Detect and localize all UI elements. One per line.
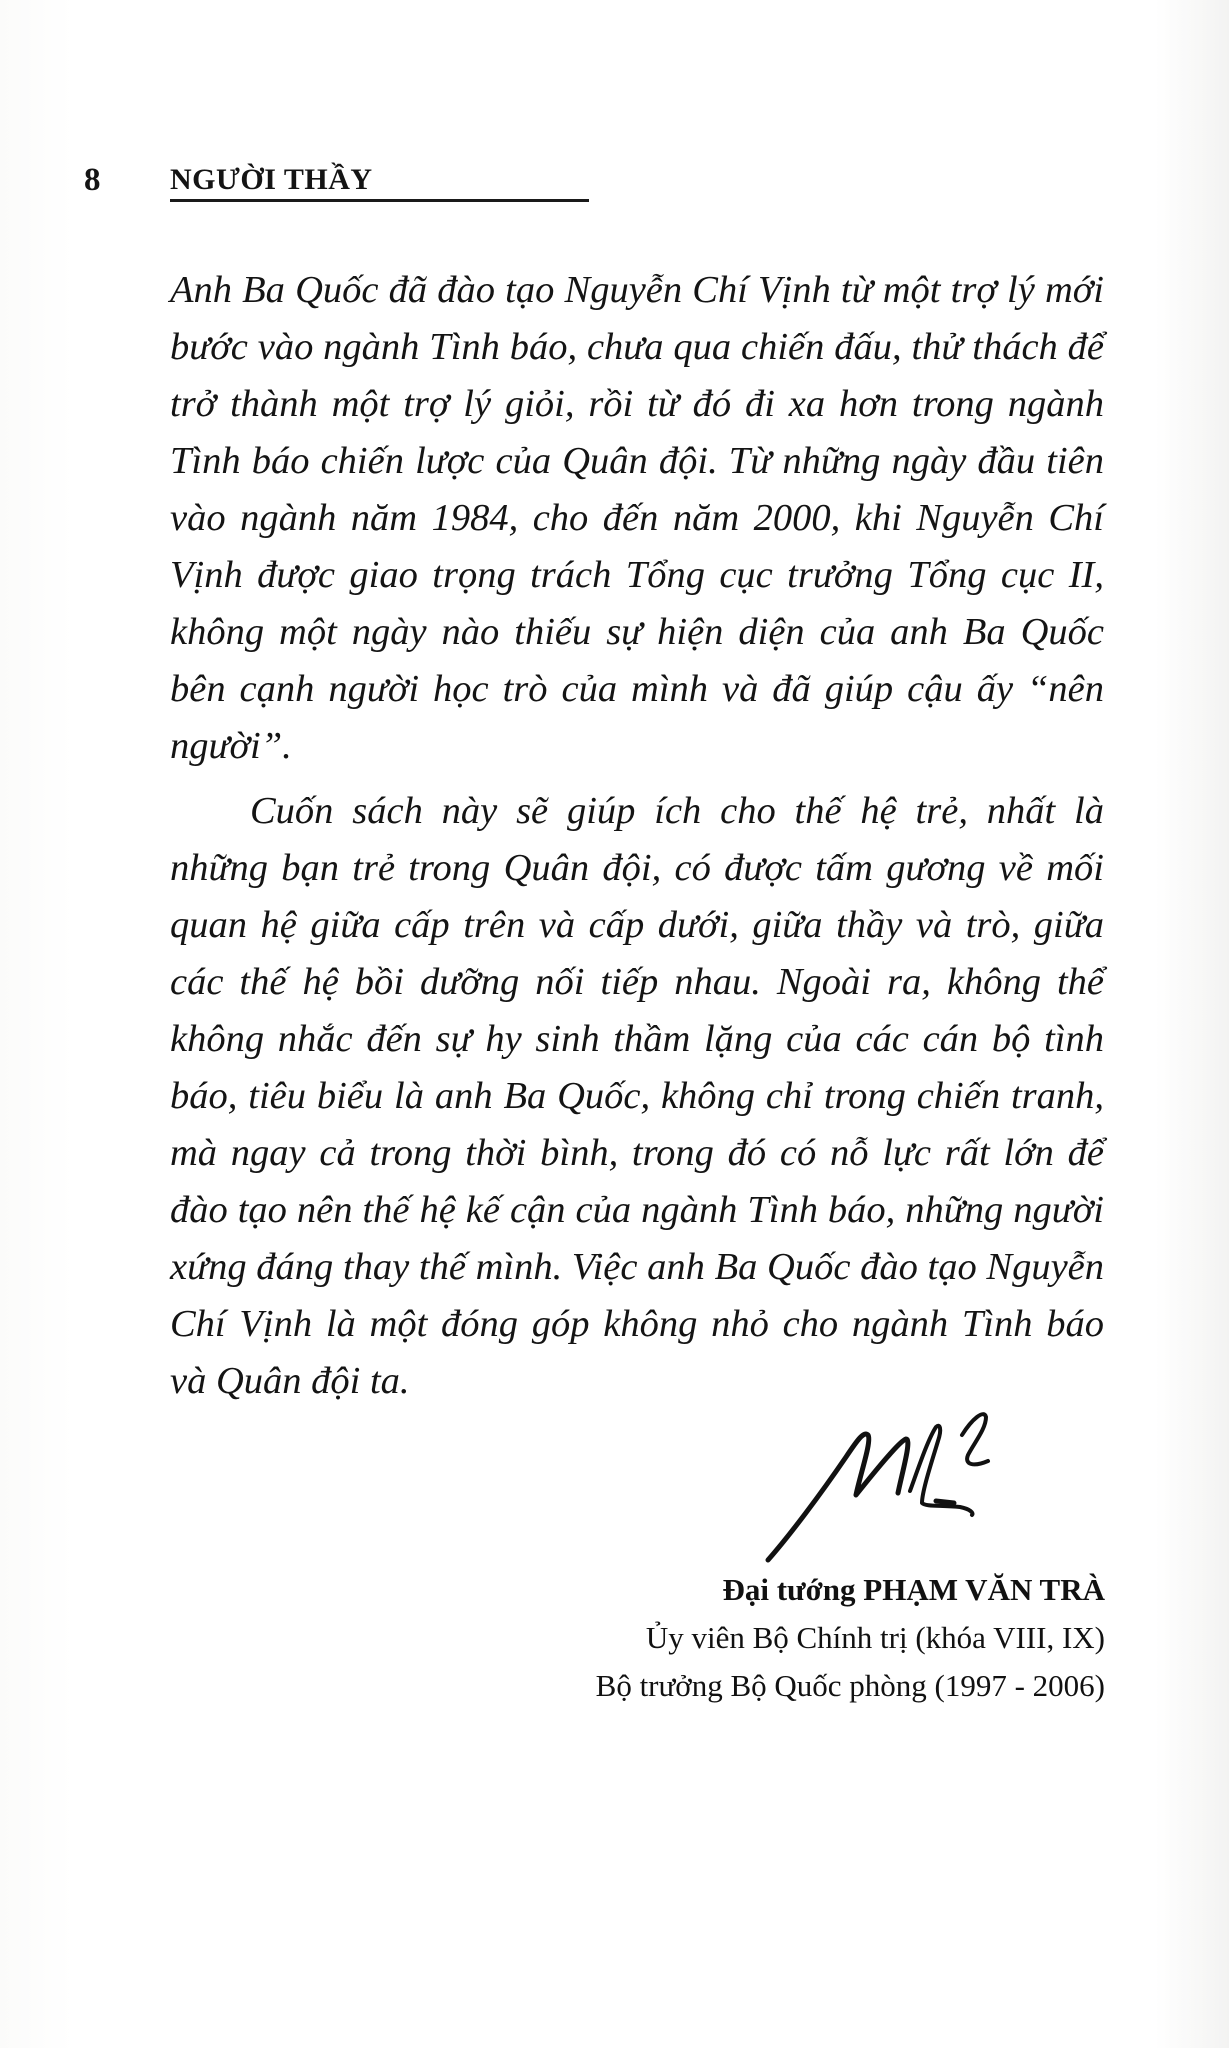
paragraph-2: Cuốn sách này sẽ giúp ích cho thế hệ trẻ, nhất là những bạn trẻ trong Quân đội, có được tấm gương về mối quan hệ giữa cấp trên và cấp dưới, giữa thầy và trò, giữa các thế hệ bồi dưỡng nối tiếp nhau. Ngoài ra, không thể không nhắc đến sự hy sinh thầm lặng của các cán bộ tình báo, tiêu biểu là anh Ba Quốc, không chỉ trong chiến tranh, mà ngay cả trong thời bình, trong đó có nỗ lực rất lớn để đào tạo nên thế hệ kế cận của ngành Tình báo, những người xứng đáng thay thế mình. Việc anh Ba Quốc đào tạo Nguyễn Chí Vịnh là một đóng góp không nhỏ cho ngành Tình báo và Quân đội ta.	[170, 790, 1104, 1402]
running-title: NGƯỜI THẦY	[170, 163, 373, 196]
handwritten-signature	[760, 1395, 1120, 1565]
body-text	[170, 262, 1104, 1410]
signatory-name: Đại tướng PHẠM VĂN TRÀ	[722, 1572, 1105, 1607]
header-rule	[170, 199, 589, 202]
running-head	[84, 152, 589, 200]
signoff-block	[596, 1566, 1105, 1710]
paragraph-1: Anh Ba Quốc đã đào tạo Nguyễn Chí Vịnh từ một trợ lý mới bước vào ngành Tình báo, chưa qua chiến đấu, thử thách để trở thành một trợ lý giỏi, rồi từ đó đi xa hơn trong ngành Tình báo chiến lược của Quân đội. Từ những ngày đầu tiên vào ngành năm 1984, cho đến năm 2000, khi Nguyễn Chí Vịnh được giao trọng trách Tổng cục trưởng Tổng cục II, không một ngày nào thiếu sự hiện diện của anh Ba Quốc bên cạnh người học trò của mình và đã giúp cậu ấy “nên người”.	[170, 269, 1104, 767]
signatory-position-1: Ủy viên Bộ Chính trị (khóa VIII, IX)	[645, 1620, 1105, 1655]
page-number: 8	[84, 162, 101, 198]
signatory-position-2: Bộ trưởng Bộ Quốc phòng (1997 - 2006)	[595, 1668, 1105, 1703]
